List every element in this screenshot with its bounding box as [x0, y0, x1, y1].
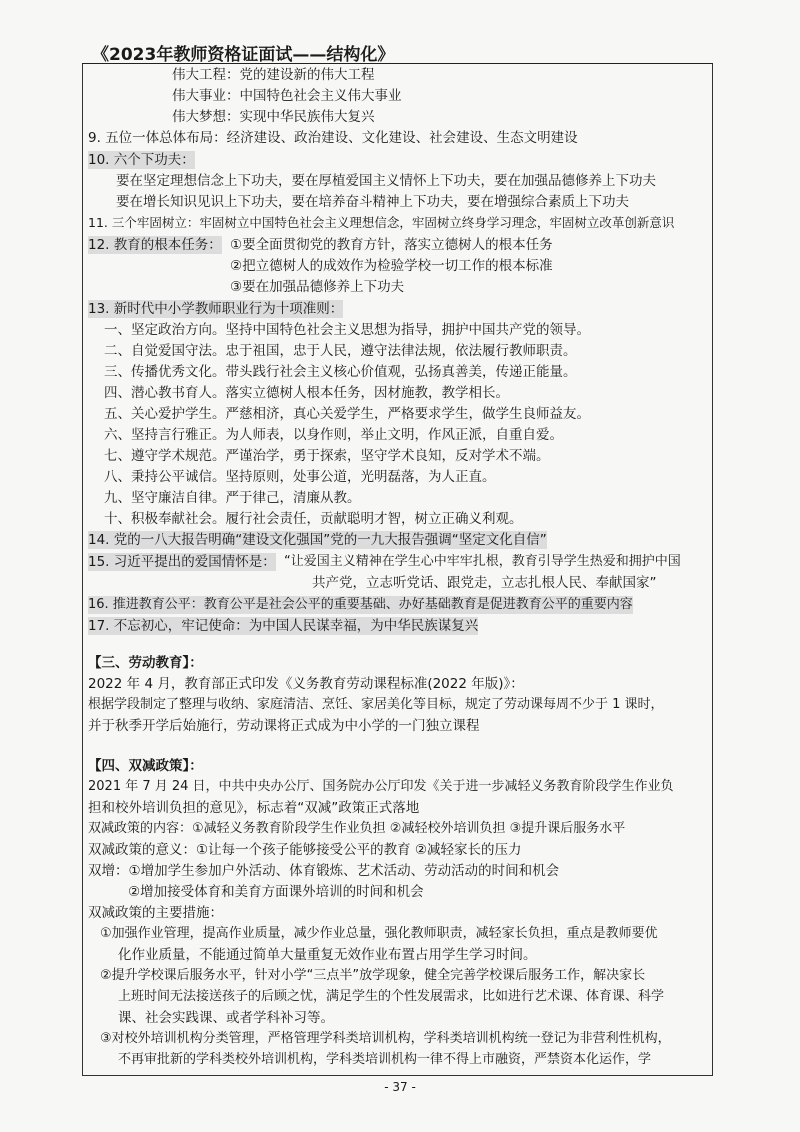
list-item: 三、传播优秀文化。带头践行社会主义核心价值观，弘扬真善美，传递正能量。 [104, 364, 577, 380]
text-line: 并于秋季开学后始施行，劳动课将正式成为中小学的一门独立课程 [88, 718, 480, 734]
page-number: - 37 - [384, 1080, 416, 1094]
text-line: ①要全面贯彻党的教育方针，落实立德树人的根本任务 [230, 237, 553, 253]
text-line: 不再审批新的学科类校外培训机构，学科类培训机构一律不得上市融资，严禁资本化运作，学 [118, 1052, 652, 1067]
text-line: 担和校外培训负担的意见》，标志着“双减”政策正式落地 [88, 800, 420, 816]
text-line: 双减政策的内容：①减轻义务教育阶段学生作业负担 ②减轻校外培训负担 ③提升课后服务水平 [88, 821, 626, 836]
document-header: 《2023年教师资格证面试——结构化》 [92, 45, 395, 65]
text-line: 9. 五位一体总体布局：经济建设、政治建设、文化建设、社会建设、生态文明建设 [88, 130, 578, 146]
list-item: 十、积极奉献社会。履行社会责任，贡献聪明才智，树立正确义利观。 [104, 511, 523, 527]
text-line: “让爱国主义精神在学生心中牢牢扎根，教育引导学生热爱和拥护中国 [284, 554, 681, 569]
list-item: 九、坚守廉洁自律。严于律己，清廉从教。 [104, 490, 361, 506]
text-line: 2021 年 7 月 24 日，中共中央办公厅、国务院办公厅印发《关于进一步减轻义务教育阶段学生作业负 [88, 779, 674, 794]
section-heading: 15. 习近平提出的爱国情怀是： [88, 554, 276, 570]
text-line: 共产党，立志听党话、跟党走，立志扎根人民、奉献国家” [312, 575, 657, 591]
section-heading: 12. 教育的根本任务： [88, 237, 222, 253]
text-line: 要在增长知识见识上下功夫，要在培养奋斗精神上下功夫，要在增强综合素质上下功夫 [116, 194, 629, 210]
section-heading: 【四、双减政策】： [88, 758, 203, 774]
section-heading: 13. 新时代中小学教师职业行为十项准则： [88, 301, 344, 317]
list-item: 一、坚定政治方向。坚持中国特色社会主义思想为指导，拥护中国共产党的领导。 [104, 322, 590, 338]
text-line: 14. 党的一八大报告明确“建设文化强国”党的一九大报告强调“坚定文化自信” [88, 532, 547, 548]
list-item: 七、遵守学术规范。严谨治学，勇于探索，坚守学术良知，反对学术不端。 [104, 448, 550, 464]
section-heading: 【三、劳动教育】： [88, 655, 203, 671]
text-line: 化作业质量，不能通过简单大量重复无效作业布置占用学生学习时间。 [118, 947, 537, 963]
text-line: 17. 不忘初心，牢记使命：为中国人民谋幸福，为中华民族谋复兴 [88, 618, 479, 634]
text-line: 双减政策的意义：①让每一个孩子能够接受公平的教育 ②减轻家长的压力 [88, 842, 522, 858]
text-line: 11. 三个牢固树立：牢固树立中国特色社会主义理想信念，牢固树立终身学习理念，牢固树立改革创新意识 [88, 215, 675, 230]
text-line: 上班时间无法接送孩子的后顾之忧，满足学生的个性发展需求，比如进行艺术课、体育课、科学 [118, 989, 665, 1004]
text-line: 课、社会实践课、或者学科补习等。 [118, 1010, 334, 1026]
list-item: 四、潜心教书育人。落实立德树人根本任务，因材施教，教学相长。 [104, 385, 509, 401]
list-item: 二、自觉爱国守法。忠于祖国，忠于人民，遵守法律法规，依法履行教师职责。 [104, 343, 577, 359]
list-item: 八、秉持公平诚信。坚持原则，处事公道，光明磊落，为人正直。 [104, 469, 496, 485]
text-line: ③要在加强品德修养上下功夫 [230, 279, 405, 295]
list-item: 六、坚持言行雅正。为人师表，以身作则，举止文明，作风正派，自重自爱。 [104, 427, 563, 443]
text-line: 16. 推进教育公平：教育公平是社会公平的重要基础、办好基础教育是促进教育公平的重要内容 [88, 597, 633, 612]
text-line: ①加强作业管理，提高作业质量，减少作业总量，强化教师职责，减轻家长负担，重点是教师要优 [100, 926, 658, 941]
text-line: 伟大梦想：实现中华民族伟大复兴 [172, 109, 375, 125]
text-line: 双减政策的主要措施： [88, 905, 223, 921]
text-line: ②增加接受体育和美育方面课外培训的时间和机会 [128, 884, 424, 900]
text-line: 伟大工程：党的建设新的伟大工程 [172, 67, 375, 83]
text-line: 伟大事业：中国特色社会主义伟大事业 [172, 88, 402, 104]
text-line: 根据学段制定了整理与收纳、家庭清洁、烹饪、家居美化等目标，规定了劳动课每周不少于 1 课时， [88, 697, 664, 712]
list-item: 五、关心爱护学生。严慈相济，真心关爱学生，严格要求学生，做学生良师益友。 [104, 406, 590, 422]
text-line: ②提升学校课后服务水平，针对小学“三点半”放学现象，健全完善学校课后服务工作，解决家长 [100, 968, 646, 983]
text-line: 要在坚定理想信念上下功夫，要在厚植爱国主义情怀上下功夫，要在加强品德修养上下功夫 [116, 173, 656, 189]
text-line: ②把立德树人的成效作为检验学校一切工作的根本标准 [230, 258, 553, 274]
text-line: 双增：①增加学生参加户外活动、体育锻炼、艺术活动、劳动活动的时间和机会 [88, 863, 560, 879]
text-line: 2022 年 4 月，教育部正式印发《义务教育劳动课程标准(2022 年版)》： [88, 676, 524, 692]
text-line: ③对校外培训机构分类管理，严格管理学科类培训机构，学科类培训机构统一登记为非营利性机构， [100, 1031, 671, 1046]
section-heading: 10. 六个下功夫： [88, 152, 195, 168]
